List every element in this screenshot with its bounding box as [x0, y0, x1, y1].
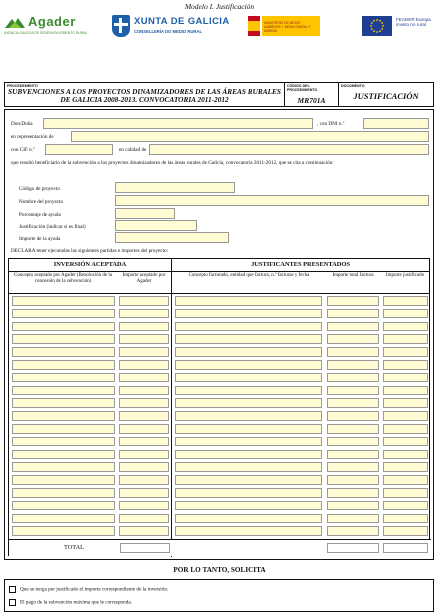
invoice-total-cell[interactable] — [327, 450, 379, 460]
accepted-concept-cell[interactable] — [12, 411, 115, 421]
invoiced-concept-cell[interactable] — [175, 398, 322, 408]
invoice-total-cell[interactable] — [327, 501, 379, 511]
justified-amount-cell[interactable] — [383, 450, 428, 460]
feader-text: FEADER Europa invisto no rural — [396, 17, 431, 28]
invoice-total-cell[interactable] — [327, 373, 379, 383]
justified-amount-cell[interactable] — [383, 526, 428, 536]
agader-name: Agader — [28, 14, 76, 29]
invoiced-concept-cell[interactable] — [175, 360, 322, 370]
justificado-checkbox[interactable] — [9, 586, 16, 593]
document-value: JUSTIFICACIÓN — [353, 91, 419, 101]
logo-bar — [4, 14, 434, 40]
xunta-cross-icon — [112, 15, 130, 37]
investment-table — [8, 258, 430, 556]
accepted-concept-cell[interactable] — [12, 462, 115, 472]
invoiced-concept-cell[interactable] — [175, 411, 322, 421]
accepted-amount-cell[interactable] — [119, 296, 169, 306]
invoice-total-cell[interactable] — [327, 437, 379, 447]
accepted-amount-cell[interactable] — [119, 475, 169, 485]
invoice-total-cell[interactable] — [327, 347, 379, 357]
accepted-amount-cell[interactable] — [119, 360, 169, 370]
don-field[interactable] — [43, 118, 313, 129]
justifying-documents-title: JUSTIFICANTES PRESENTADOS — [251, 261, 350, 268]
justified-amount-cell[interactable] — [383, 488, 428, 498]
accepted-amount-cell[interactable] — [119, 437, 169, 447]
invoice-total-cell[interactable] — [327, 475, 379, 485]
cif-field[interactable] — [45, 144, 113, 155]
invoice-total-cell[interactable] — [327, 398, 379, 408]
invoice-total-cell[interactable] — [327, 514, 379, 524]
justified-amount-cell[interactable] — [383, 514, 428, 524]
invoiced-concept-cell[interactable] — [175, 373, 322, 383]
invoiced-concept-cell[interactable] — [175, 386, 322, 396]
justificacion-label: Justificación (indicar si es final) — [19, 224, 86, 230]
invoiced-concept-cell[interactable] — [175, 488, 322, 498]
codigo-field[interactable] — [115, 182, 235, 193]
total-justified-field[interactable] — [383, 543, 428, 553]
col-importe-justificado: Importe justificado — [385, 273, 425, 278]
option-pago[interactable] — [9, 599, 132, 606]
invoiced-concept-cell[interactable] — [175, 309, 322, 319]
beneficiary-statement: que resultó beneficiario de la subvención a los proyectos dinamizadores de las áreas rurales de Galicia, convocatoria 2011-2012, que se cita a continuación: — [11, 160, 334, 166]
accepted-concept-cell[interactable] — [12, 309, 115, 319]
representacion-label: en representación de — [11, 134, 54, 140]
col-concepto-aceptado: Concepto aceptado por Agader (Resolución de la concesión de la subvención) — [13, 273, 113, 284]
accepted-concept-cell[interactable] — [12, 424, 115, 434]
accepted-amount-cell[interactable] — [119, 334, 169, 344]
xunta-logo — [112, 14, 232, 40]
invoiced-concept-cell[interactable] — [175, 424, 322, 434]
cif-label: con CIF n.º — [11, 147, 35, 153]
justified-amount-cell[interactable] — [383, 411, 428, 421]
procedure-header — [4, 82, 434, 107]
accepted-amount-cell[interactable] — [119, 386, 169, 396]
invoiced-concept-cell[interactable] — [175, 322, 322, 332]
dni-field[interactable] — [363, 118, 429, 129]
option-justificado-text: Que se tenga por justificado el importe correspondiente de la inversión. — [20, 586, 169, 593]
ministry-name: MINISTERIO DE MEDIO AMBIENTE Y MEDIO RURAL Y MARINO — [262, 16, 320, 36]
total-label: TOTAL — [64, 544, 85, 551]
spain-flag-icon — [248, 16, 260, 36]
accepted-amount-cell[interactable] — [119, 347, 169, 357]
justified-amount-cell[interactable] — [383, 398, 428, 408]
invoiced-concept-cell[interactable] — [175, 347, 322, 357]
accepted-concept-cell[interactable] — [12, 398, 115, 408]
justified-amount-cell[interactable] — [383, 296, 428, 306]
accepted-amount-cell[interactable] — [119, 501, 169, 511]
accepted-concept-cell[interactable] — [12, 373, 115, 383]
invoice-total-cell[interactable] — [327, 309, 379, 319]
invoiced-concept-cell[interactable] — [175, 475, 322, 485]
justification-form — [4, 109, 434, 560]
invoice-total-cell[interactable] — [327, 296, 379, 306]
accepted-amount-cell[interactable] — [119, 462, 169, 472]
accepted-amount-cell[interactable] — [119, 514, 169, 524]
invoiced-concept-cell[interactable] — [175, 501, 322, 511]
accepted-concept-cell[interactable] — [12, 514, 115, 524]
accepted-concept-cell[interactable] — [12, 360, 115, 370]
agader-mark-icon — [4, 16, 26, 30]
invoice-total-cell[interactable] — [327, 526, 379, 536]
justified-amount-cell[interactable] — [383, 360, 428, 370]
total-row — [9, 539, 431, 556]
accepted-investment-title: INVERSIÓN ACEPTADA — [53, 261, 127, 268]
nombre-field[interactable] — [115, 195, 429, 206]
justificacion-field[interactable] — [115, 220, 197, 231]
declara-text: DECLARA tener ejecutadas las siguientes partidas e importes del proyecto: — [11, 248, 169, 254]
invoiced-concept-cell[interactable] — [175, 334, 322, 344]
accepted-concept-cell[interactable] — [12, 322, 115, 332]
justified-amount-cell[interactable] — [383, 462, 428, 472]
accepted-amount-cell[interactable] — [119, 309, 169, 319]
accepted-concept-cell[interactable] — [12, 386, 115, 396]
accepted-amount-cell[interactable] — [119, 488, 169, 498]
total-invoice-field[interactable] — [327, 543, 379, 553]
code-cell — [285, 83, 339, 106]
justified-amount-cell[interactable] — [383, 386, 428, 396]
option-justificado[interactable] — [9, 586, 168, 593]
procedure-label: PROCEDEMENTO — [7, 84, 38, 88]
accepted-amount-cell[interactable] — [119, 398, 169, 408]
porcentaje-field[interactable] — [115, 208, 175, 219]
accepted-concept-cell[interactable] — [12, 450, 115, 460]
accepted-amount-cell[interactable] — [119, 450, 169, 460]
accepted-concept-cell[interactable] — [12, 501, 115, 511]
accepted-concept-cell[interactable] — [12, 296, 115, 306]
ministry-logo — [248, 14, 326, 40]
invoice-total-cell[interactable] — [327, 386, 379, 396]
accepted-amount-cell[interactable] — [119, 424, 169, 434]
invoiced-concept-cell[interactable] — [175, 514, 322, 524]
codigo-label: Código de proyecto — [19, 186, 60, 192]
agader-subtitle: AXENCIA GALEGA DE DESENVOLVEMENTO RURAL — [4, 31, 88, 35]
total-accepted-field[interactable] — [120, 543, 170, 553]
dni-label: , con DNI n.º — [317, 121, 345, 127]
invoiced-concept-cell[interactable] — [175, 450, 322, 460]
feader-logo — [362, 14, 436, 40]
document-title: Modelo I. Justificación — [184, 2, 255, 11]
invoice-total-cell[interactable] — [327, 322, 379, 332]
document-label: DOCUMENTO — [341, 84, 365, 88]
invoiced-concept-cell[interactable] — [175, 296, 322, 306]
col-concepto-facturado: Concepto facturado, entidad que factura, n.º facturas y fecha — [188, 273, 310, 278]
col-importe-aceptado: Importe aceptado por Agader — [122, 273, 166, 284]
accepted-amount-cell[interactable] — [119, 322, 169, 332]
agader-logo — [4, 14, 96, 40]
option-pago-text: El pago de la subvención máxima que le corresponda. — [20, 599, 132, 606]
accepted-concept-cell[interactable] — [12, 488, 115, 498]
xunta-subtitle: CONSELLERÍA DO MEDIO RURAL — [134, 29, 203, 34]
procedure-value: SUBVENCIONES A LOS PROYECTOS DINAMIZADORES DE LAS ÁREAS RURALES DE GALICIA 2008-2013. CONVOCATORIA 2011-2012 — [8, 87, 281, 104]
accepted-concept-cell[interactable] — [12, 437, 115, 447]
accepted-concept-cell[interactable] — [12, 475, 115, 485]
document-cell — [339, 83, 433, 106]
justified-amount-cell[interactable] — [383, 373, 428, 383]
justified-amount-cell[interactable] — [383, 424, 428, 434]
invoice-total-cell[interactable] — [327, 488, 379, 498]
accepted-concept-cell[interactable] — [12, 334, 115, 344]
invoiced-concept-cell[interactable] — [175, 462, 322, 472]
accepted-investment-section — [9, 259, 172, 557]
invoiced-concept-cell[interactable] — [175, 437, 322, 447]
eu-flag-icon — [362, 16, 392, 36]
justified-amount-cell[interactable] — [383, 475, 428, 485]
pago-checkbox[interactable] — [9, 599, 16, 606]
invoice-total-cell[interactable] — [327, 360, 379, 370]
importe-field[interactable] — [115, 232, 229, 243]
justified-amount-cell[interactable] — [383, 501, 428, 511]
justified-amount-cell[interactable] — [383, 309, 428, 319]
col-importe-total: Importe total factura — [332, 273, 374, 278]
accepted-amount-cell[interactable] — [119, 373, 169, 383]
invoice-total-cell[interactable] — [327, 424, 379, 434]
importe-label: Importe de la ayuda — [19, 236, 61, 242]
procedure-cell — [5, 83, 285, 106]
justified-amount-cell[interactable] — [383, 334, 428, 344]
invoice-total-cell[interactable] — [327, 411, 379, 421]
solicita-options — [4, 579, 434, 612]
calidad-field[interactable] — [149, 144, 429, 155]
accepted-concept-cell[interactable] — [12, 347, 115, 357]
accepted-concept-cell[interactable] — [12, 526, 115, 536]
invoiced-concept-cell[interactable] — [175, 526, 322, 536]
code-label: CÓDIGO DEL PROCEDIMIENTO — [287, 84, 318, 92]
calidad-label: en calidad de — [119, 147, 147, 153]
code-value: MR701A — [297, 96, 326, 105]
nombre-label: Nombre del proyecto — [19, 199, 64, 205]
don-label: Don/Doña — [11, 121, 33, 127]
accepted-amount-cell[interactable] — [119, 411, 169, 421]
invoice-total-cell[interactable] — [327, 334, 379, 344]
porcentaje-label: Porcentaje de ayuda — [19, 212, 61, 218]
representacion-field[interactable] — [71, 131, 429, 142]
solicita-title: POR LO TANTO, SOLICITA — [173, 566, 266, 574]
justified-amount-cell[interactable] — [383, 347, 428, 357]
justified-amount-cell[interactable] — [383, 322, 428, 332]
invoice-total-cell[interactable] — [327, 462, 379, 472]
accepted-amount-cell[interactable] — [119, 526, 169, 536]
justified-amount-cell[interactable] — [383, 437, 428, 447]
justifying-documents-section — [172, 259, 429, 557]
xunta-name: XUNTA DE GALICIA — [134, 16, 230, 27]
